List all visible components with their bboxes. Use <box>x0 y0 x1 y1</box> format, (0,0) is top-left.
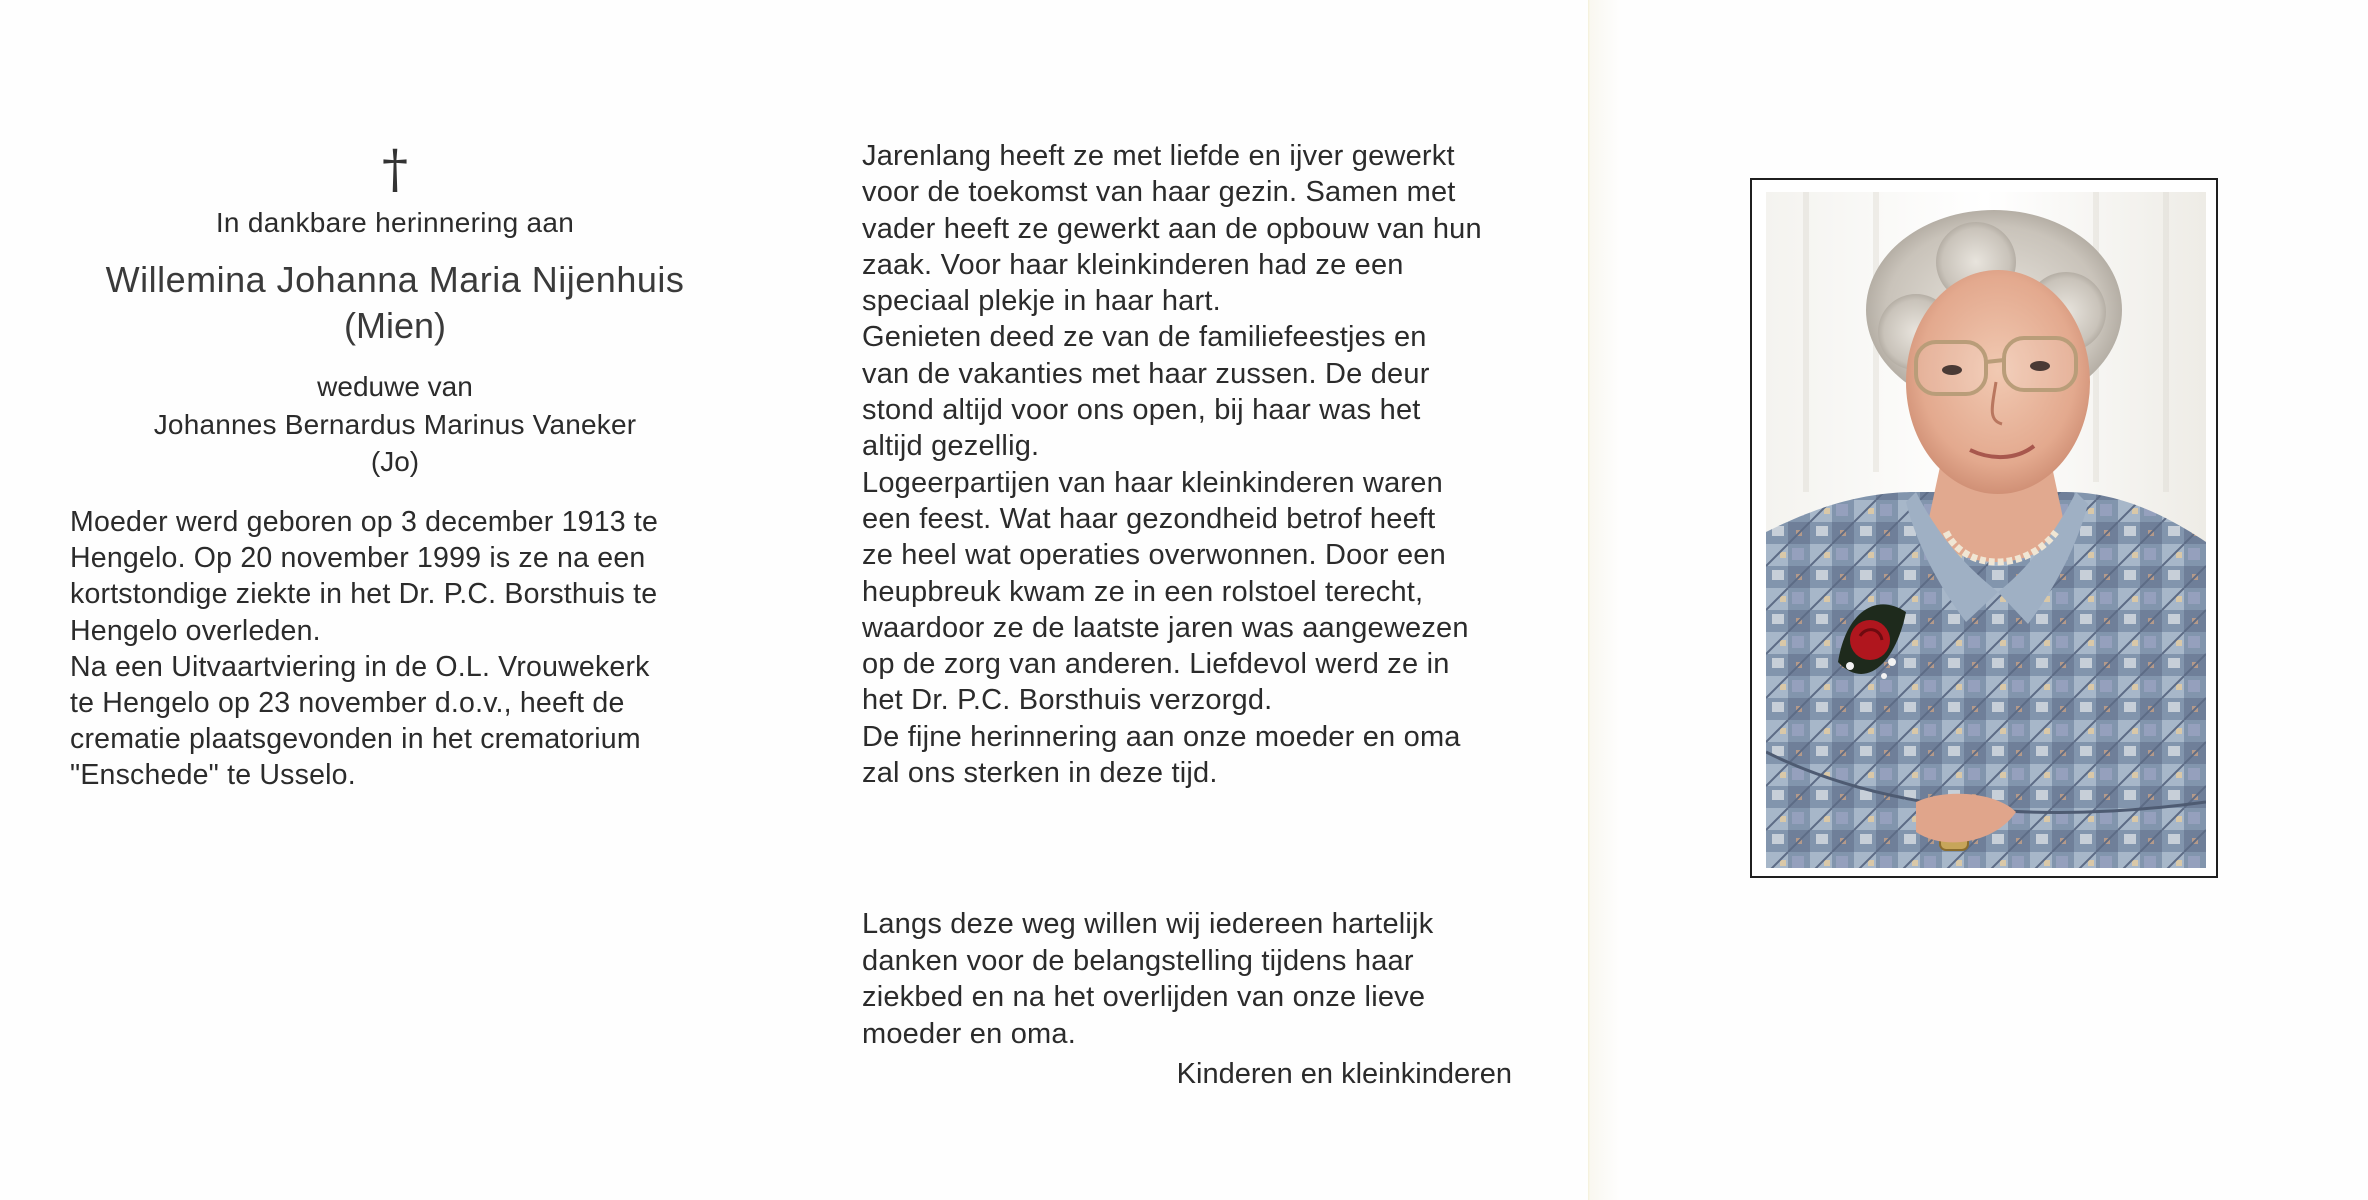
text-line: zal ons sterken in deze tijd. <box>862 757 1218 790</box>
husband-name: Johannes Bernardus Marinus Vaneker <box>153 409 637 440</box>
cross-icon: † <box>382 140 408 200</box>
portrait-photo <box>1766 192 2206 868</box>
deceased-nickname: (Mien) <box>343 305 446 346</box>
text-line: Hengelo. Op 20 november 1999 is ze na een <box>70 542 646 575</box>
portrait-illustration <box>1766 192 2206 868</box>
text-line: speciaal plekje in haar hart. <box>862 285 1221 318</box>
text-line: zaak. Voor haar kleinkinderen had ze een <box>862 248 1404 281</box>
text-line: "Enschede" te Usselo. <box>70 759 356 792</box>
text-line: het Dr. P.C. Borsthuis verzorgd. <box>862 684 1273 717</box>
birth-death-paragraph <box>70 504 720 649</box>
text-line: kortstondige ziekte in het Dr. P.C. Borsthuis te <box>70 578 658 611</box>
card-fold-shade <box>1590 0 1620 1200</box>
text-line: Na een Uitvaartviering in de O.L. Vrouwekerk <box>70 650 650 683</box>
text-line: altijd gezellig. <box>862 430 1040 463</box>
thanks-paragraph <box>862 906 1512 1052</box>
text-line: danken voor de belangstelling tijdens haar <box>862 944 1414 977</box>
middle-column <box>862 138 1512 791</box>
signature: Kinderen en kleinkinderen <box>1176 1058 1512 1090</box>
text-line: Logeerpartijen van haar kleinkinderen waren <box>862 466 1443 499</box>
text-line: De fijne herinnering aan onze moeder en oma <box>862 720 1461 753</box>
deceased-name: Willemina Johanna Maria Nijenhuis <box>105 259 685 300</box>
text-line: te Hengelo op 23 november d.o.v., heeft de <box>70 687 625 720</box>
left-column <box>70 140 720 794</box>
text-line: vader heeft ze gewerkt aan de opbouw van hun <box>862 212 1482 245</box>
portrait-frame <box>1750 178 2218 878</box>
funeral-paragraph <box>70 649 720 794</box>
text-line: crematie plaatsgevonden in het crematorium <box>70 723 641 756</box>
intro-text: In dankbare herinnering aan <box>215 207 575 238</box>
text-line: waardoor ze de laatste jaren was aangewezen <box>862 611 1469 644</box>
text-line: Genieten deed ze van de familiefeestjes en <box>862 321 1427 354</box>
text-line: heupbreuk kwam ze in een rolstoel terecht, <box>862 575 1424 608</box>
widow-label: weduwe van <box>317 371 473 402</box>
text-line: een feest. Wat haar gezondheid betrof heeft <box>862 502 1436 535</box>
text-line: Jarenlang heeft ze met liefde en ijver gewerkt <box>862 140 1455 172</box>
text-line: Langs deze weg willen wij iedereen hartelijk <box>862 908 1434 940</box>
text-line: op de zorg van anderen. Liefdevol werd ze in <box>862 648 1450 681</box>
husband-nickname: (Jo) <box>370 446 420 477</box>
text-line: Hengelo overleden. <box>70 614 321 647</box>
text-line: moeder en oma. <box>862 1017 1076 1050</box>
text-line: voor de toekomst van haar gezin. Samen met <box>862 176 1456 209</box>
text-line: van de vakanties met haar zussen. De deur <box>862 357 1430 390</box>
text-line: ze heel wat operaties overwonnen. Door een <box>862 539 1446 572</box>
text-line: ziekbed en na het overlijden van onze lieve <box>862 981 1426 1013</box>
text-line: stond altijd voor ons open, bij haar was het <box>862 394 1421 427</box>
text-line: Moeder werd geboren op 3 december 1913 te <box>70 506 659 538</box>
